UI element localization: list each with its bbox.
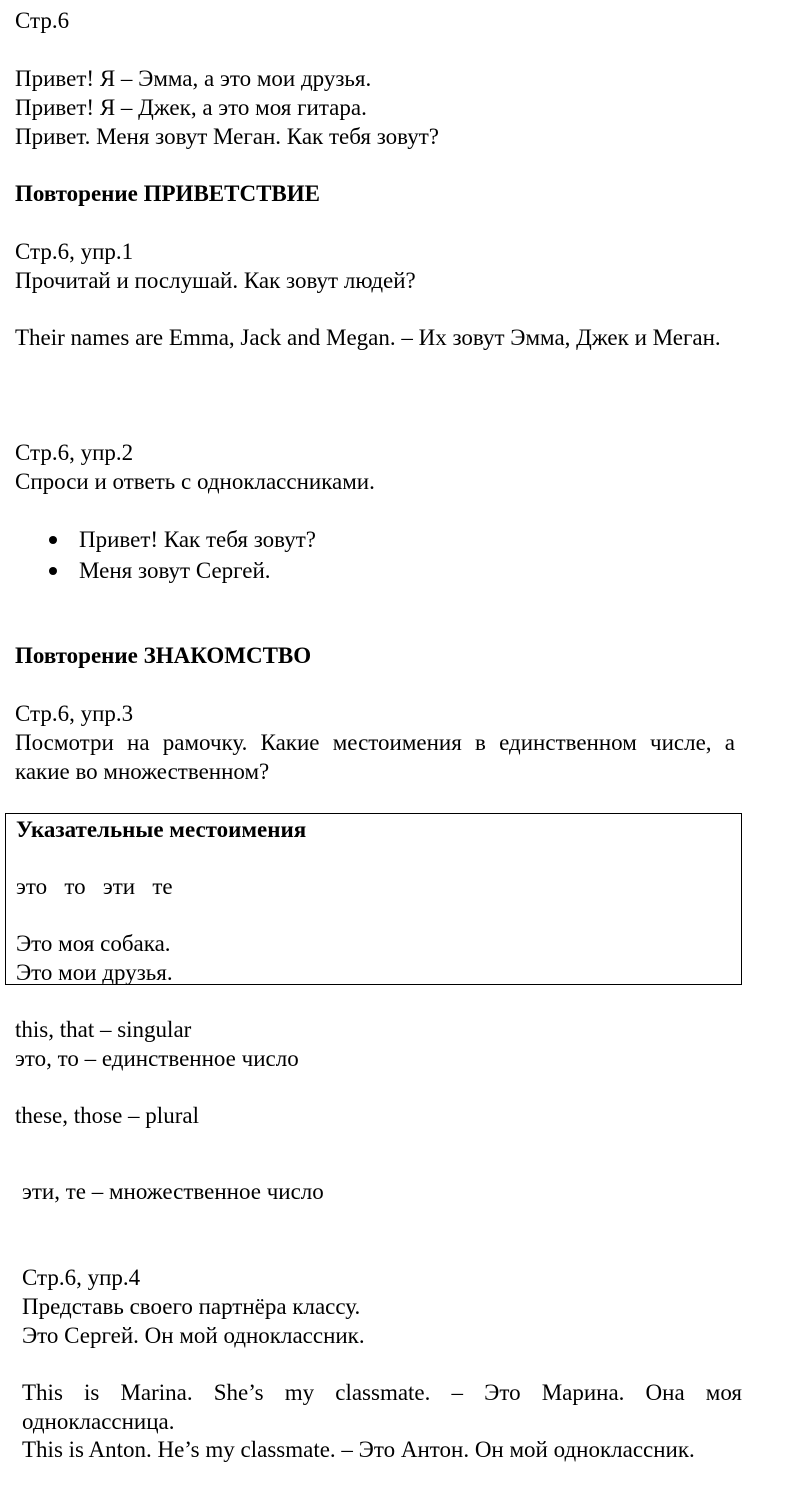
- ex4-example: Это Сергей. Он мой одноклассник.: [22, 1323, 365, 1348]
- intro-line-2: Привет! Я – Джек, а это моя гитара.: [15, 95, 367, 120]
- box-example-2: Это мои друзья.: [16, 960, 173, 985]
- box-example-1: Это моя собака.: [16, 931, 171, 956]
- intro-line-3: Привет. Меня зовут Меган. Как тебя зовут?: [15, 124, 439, 149]
- bullet-dot-1: [49, 536, 57, 544]
- ex4-task: Представь своего партнёра классу.: [22, 1294, 361, 1319]
- ex2-task: Спроси и ответь с одноклассниками.: [15, 469, 375, 494]
- section-heading-acquaintance: Повторение ЗНАКОМСТВО: [15, 643, 312, 668]
- ex3-task: Посмотри на рамочку. Какие местоимения в единственном числе, а какие во множественном?: [15, 730, 735, 784]
- section-heading-greeting: Повторение ПРИВЕТСТВИЕ: [15, 181, 320, 206]
- box-words: это то эти те: [16, 874, 173, 899]
- note-plural-en: these, those – plural: [15, 1103, 199, 1128]
- ex2-ref: Стр.6, упр.2: [15, 440, 134, 465]
- ex4-answer-1: This is Marina. She’s my classmate. – Это Марина. Она моя одноклассница.: [22, 1380, 742, 1434]
- note-plural-ru: эти, те – множественное число: [22, 1179, 324, 1204]
- ex2-bullet-1: Привет! Как тебя зовут?: [79, 527, 316, 552]
- ex4-answer-2: This is Anton. He’s my classmate. – Это Антон. Он мой одноклассник.: [22, 1437, 695, 1462]
- bullet-dot-2: [49, 567, 57, 575]
- ex1-answer: Their names are Emma, Jack and Megan. – Их зовут Эмма, Джек и Меган.: [15, 325, 721, 350]
- page-ref: Стр.6: [15, 8, 70, 33]
- box-title: Указательные местоимения: [16, 817, 307, 842]
- note-singular-en: this, that – singular: [15, 1017, 192, 1042]
- note-singular-ru: это, то – единственное число: [15, 1046, 299, 1071]
- pronoun-box: [5, 813, 742, 985]
- ex2-bullet-2: Меня зовут Сергей.: [79, 558, 271, 583]
- intro-line-1: Привет! Я – Эмма, а это мои друзья.: [15, 66, 372, 91]
- ex1-ref: Стр.6, упр.1: [15, 239, 134, 264]
- ex1-task: Прочитай и послушай. Как зовут людей?: [15, 268, 416, 293]
- ex3-ref: Стр.6, упр.3: [15, 701, 134, 726]
- ex4-ref: Стр.6, упр.4: [22, 1265, 141, 1290]
